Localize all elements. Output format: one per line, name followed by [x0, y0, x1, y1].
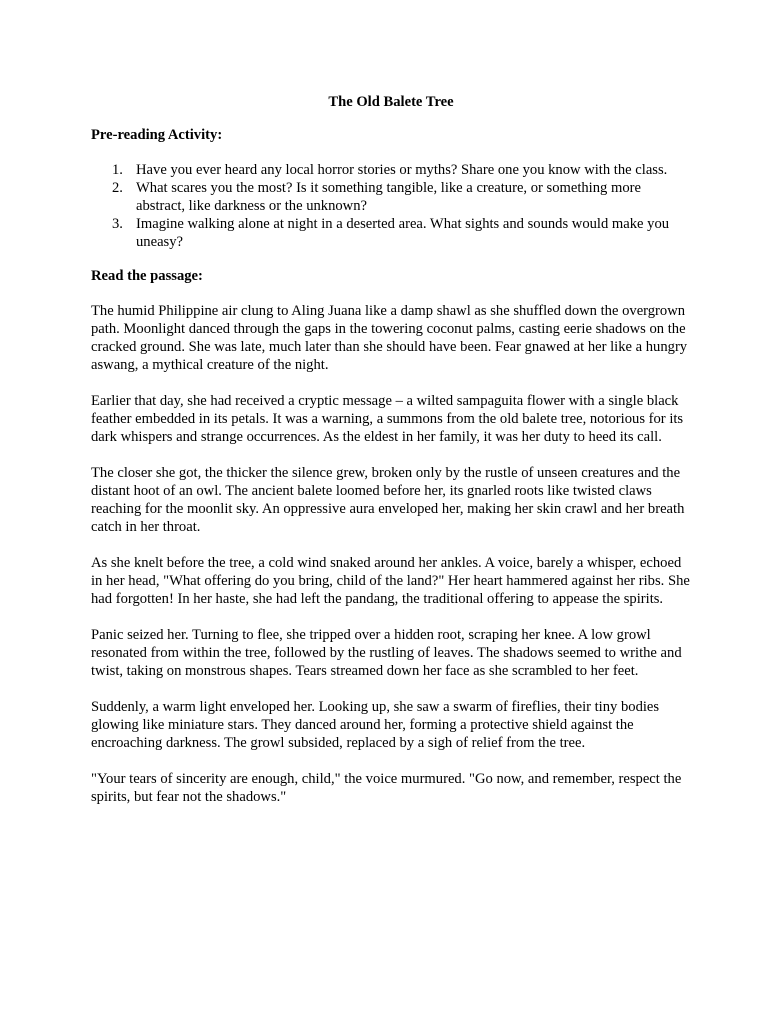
- list-item: [91, 215, 691, 251]
- passage-paragraph: Panic seized her. Turning to flee, she tripped over a hidden root, scraping her knee. A low growl resonated from within the tree, followed by the rustling of leaves. The shadows seemed to writhe and twist, taking on monstrous shapes. Tears streamed down her face as she scrambled to her feet.: [91, 627, 682, 679]
- passage-paragraph: "Your tears of sincerity are enough, child," the voice murmured. "Go now, and remember, respect the spirits, but fear not the shadows.": [91, 771, 682, 805]
- list-item-number: 3.: [112, 216, 123, 232]
- list-item-number: 2.: [112, 180, 123, 196]
- list-item-text: Have you ever heard any local horror stories or myths? Share one you know with the class.: [136, 162, 668, 178]
- list-item: [91, 179, 691, 215]
- pre-reading-heading: Pre-reading Activity:: [91, 127, 223, 143]
- list-item-number: 1.: [112, 162, 123, 178]
- pre-reading-list: [91, 161, 691, 251]
- list-item-text: What scares you the most? Is it something tangible, like a creature, or something more abstract, like darkness or the unknown?: [136, 180, 641, 214]
- document-title: The Old Balete Tree: [328, 94, 454, 110]
- document-page: [91, 93, 691, 824]
- passage-paragraph: Earlier that day, she had received a cryptic message – a wilted sampaguita flower with a single black feather embedded in its petals. It was a warning, a summons from the old balete tree, notorious for its dark whispers and strange occurrences. As the eldest in her family, it was her duty to heed its call.: [91, 393, 684, 445]
- passage-paragraph: The humid Philippine air clung to Aling Juana like a damp shawl as she shuffled down the overgrown path. Moonlight danced through the gaps in the towering coconut palms, casting eerie shadows on the cracked ground. She was late, much later than she should have been. Fear gnawed at her like a hungry aswang, a mythical creature of the night.: [91, 303, 688, 373]
- passage-paragraph: Suddenly, a warm light enveloped her. Looking up, she saw a swarm of fireflies, their tiny bodies glowing like miniature stars. They danced around her, forming a protective shield against the encroaching darkness. The growl subsided, replaced by a sigh of relief from the tree.: [91, 699, 660, 751]
- passage-heading: Read the passage:: [91, 268, 203, 284]
- passage-paragraph: The closer she got, the thicker the silence grew, broken only by the rustle of unseen creatures and the distant hoot of an owl. The ancient balete loomed before her, its gnarled roots like twisted claws reaching for the moonlit sky. An oppressive aura enveloped her, making her skin crawl and her breath catch in her throat.: [91, 465, 685, 535]
- list-item-text: Imagine walking alone at night in a deserted area. What sights and sounds would make you uneasy?: [136, 216, 670, 250]
- list-item: [91, 161, 691, 179]
- passage-paragraph: As she knelt before the tree, a cold wind snaked around her ankles. A voice, barely a whisper, echoed in her head, "What offering do you bring, child of the land?" Her heart hammered against her ribs. She had forgotten! In her haste, she had left the pandang, the traditional offering to appease the spirits.: [91, 555, 690, 607]
